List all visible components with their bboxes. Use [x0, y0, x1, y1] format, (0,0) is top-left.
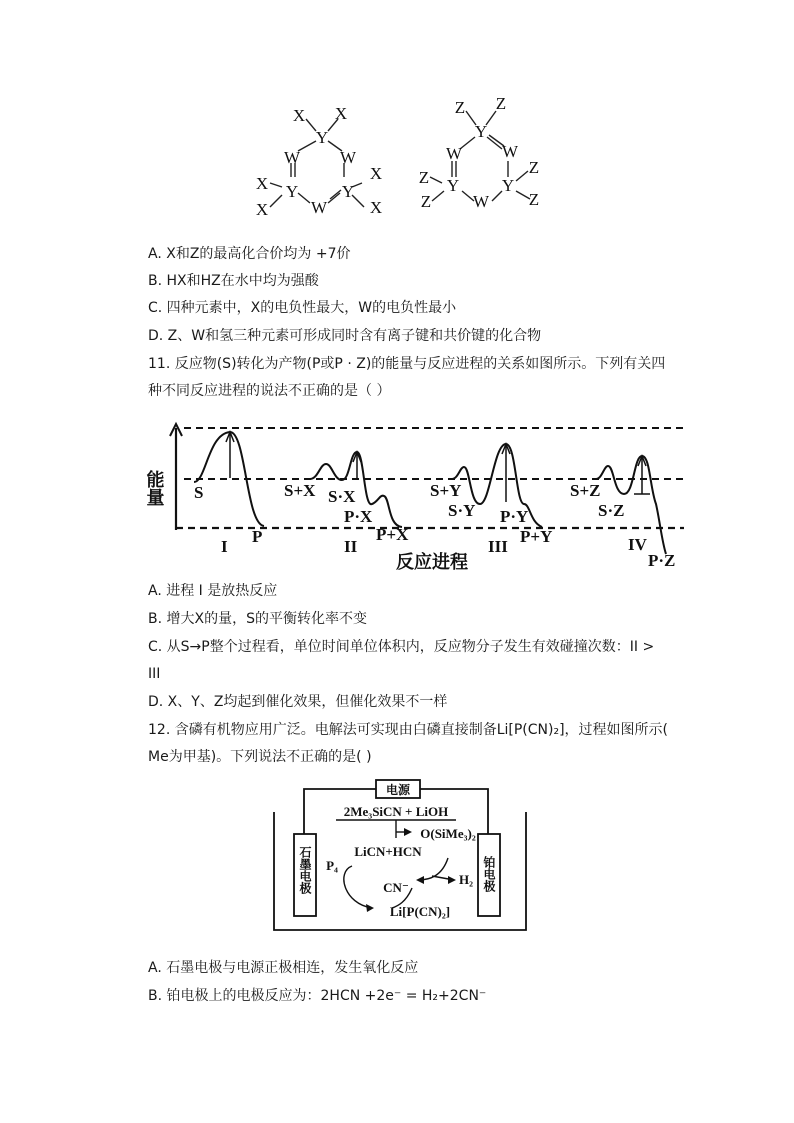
energy-label: IV — [628, 535, 647, 554]
energy-label: S+Y — [430, 481, 462, 500]
energy-label: II — [344, 537, 358, 556]
energy-label: S+Z — [570, 481, 601, 500]
atom-label: W — [472, 192, 490, 211]
energy-label: S·X — [328, 487, 356, 506]
atom-label: X — [369, 164, 383, 183]
energy-label: S+X — [284, 481, 316, 500]
atom-label: Z — [454, 98, 466, 117]
y-axis-label: 能量 — [143, 470, 165, 506]
atom-label: Y — [315, 128, 329, 147]
intermediate-label: LiCN+HCN — [354, 844, 422, 859]
question-12-stem: 12. 含磷有机物应用广泛。电解法可实现由白磷直接制备Li[P(CN)₂]，过程如图所示( — [148, 722, 669, 738]
atom-label: W — [445, 144, 463, 163]
atom-label: X — [334, 104, 348, 123]
energy-label: III — [488, 537, 508, 556]
option-b[interactable]: B. 增大X的量，S的平衡转化率不变 — [148, 611, 367, 627]
question-11-stem: 11. 反应物(S)转化为产物(P或P · Z)的能量与反应进程的关系如图所示。下列有关四 — [148, 356, 666, 372]
energy-label: P·X — [344, 507, 373, 526]
atom-label: X — [255, 174, 269, 193]
atom-label: Y — [501, 176, 515, 195]
energy-label: S·Y — [448, 501, 476, 520]
graphite-electrode-label: 石墨电极 — [298, 846, 312, 894]
atom-label: X — [255, 200, 269, 219]
energy-label: P+X — [376, 525, 409, 544]
cn-label: CN⁻ — [383, 880, 409, 895]
option-c-continued: III — [148, 666, 161, 682]
option-a[interactable]: A. 进程 I 是放热反应 — [148, 583, 278, 599]
question-12-stem-cont: Me为甲基)。下列说法不正确的是( ) — [148, 749, 372, 765]
atom-label: W — [339, 148, 357, 167]
option-b[interactable]: B. HX和HZ在水中均为强酸 — [148, 273, 319, 289]
atom-label: W — [283, 148, 301, 167]
option-a[interactable]: A. X和Z的最高化合价均为 +7价 — [148, 246, 351, 262]
energy-label: S — [194, 483, 204, 502]
energy-label: P+Y — [520, 527, 553, 546]
atom-label: Z — [418, 168, 430, 187]
question-11-stem-cont: 种不同反应进程的说法不正确的是（ ） — [148, 383, 391, 399]
atom-label: Z — [528, 158, 540, 177]
energy-label: P — [252, 527, 263, 546]
platinum-electrode-label: 铂电极 — [482, 856, 496, 892]
energy-label: S·Z — [598, 501, 625, 520]
atom-label: Y — [446, 176, 460, 195]
atom-label: Z — [528, 190, 540, 209]
reactants-label: 2Me₃SiCN + LiOH — [343, 804, 449, 819]
energy-profile-diagram — [143, 412, 690, 577]
atom-label: W — [310, 198, 328, 217]
option-d[interactable]: D. X、Y、Z均起到催化效果，但催化效果不一样 — [148, 694, 448, 710]
structure-diagrams — [240, 95, 560, 225]
atom-label: W — [501, 142, 519, 161]
atom-label: Y — [341, 182, 355, 201]
option-c[interactable]: C. 四种元素中，X的电负性最大，W的电负性最小 — [148, 300, 457, 316]
atom-label: X — [292, 106, 306, 125]
atom-label: Y — [474, 122, 488, 141]
energy-label: P·Y — [500, 507, 529, 526]
power-source-label: 电源 — [385, 783, 411, 797]
option-c[interactable]: C. 从S→P整个过程看，单位时间单位体积内，反应物分子发生有效碰撞次数：II > — [148, 639, 655, 655]
energy-label: P·Z — [648, 551, 676, 570]
atom-label: Z — [420, 192, 432, 211]
atom-label: X — [369, 198, 383, 217]
option-a[interactable]: A. 石墨电极与电源正极相连，发生氧化反应 — [148, 960, 419, 976]
option-b[interactable]: B. 铂电极上的电极反应为：2HCN +2e⁻ = H₂+2CN⁻ — [148, 988, 487, 1004]
atom-label: Y — [285, 182, 299, 201]
h2-label: H₂ — [458, 872, 474, 887]
p4-label: P₄ — [326, 858, 338, 873]
atom-label: Z — [495, 94, 507, 113]
option-d[interactable]: D. Z、W和氢三种元素可形成同时含有离子键和共价键的化合物 — [148, 328, 542, 344]
byproduct-label: O(SiMe₃)₂ — [420, 826, 476, 841]
product-label: Li[P(CN)₂] — [389, 904, 451, 919]
energy-label: I — [221, 537, 228, 556]
electrolysis-diagram — [270, 776, 530, 934]
x-axis-label: 反应进程 — [396, 552, 468, 573]
